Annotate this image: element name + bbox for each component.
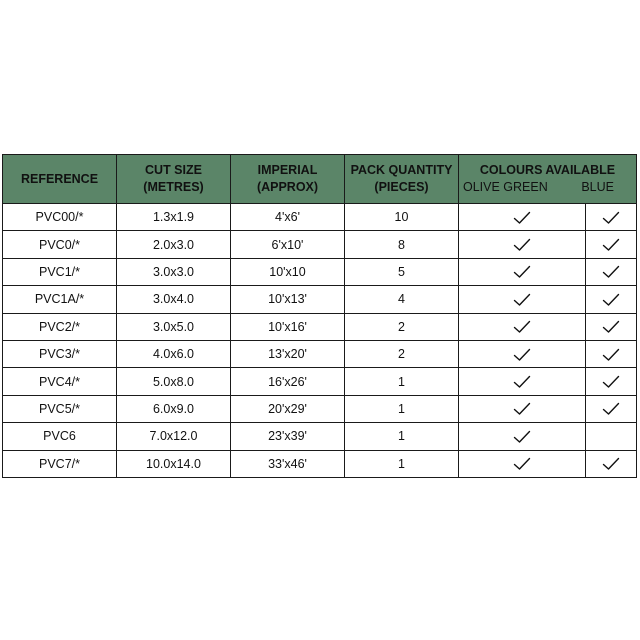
cell-pack-quantity: 4	[345, 286, 459, 313]
cell-imperial: 10'x13'	[231, 286, 345, 313]
cell-reference: PVC4/*	[3, 368, 117, 395]
cell-olive-green	[459, 423, 586, 450]
table-row	[3, 368, 637, 395]
cell-reference: PVC0/*	[3, 231, 117, 258]
cell-cut-size: 7.0x12.0	[117, 423, 231, 450]
cell-cut-size: 4.0x6.0	[117, 340, 231, 367]
cell-olive-green	[459, 204, 586, 231]
checkmark-icon	[602, 375, 620, 389]
table-row	[3, 340, 637, 367]
table-row	[3, 204, 637, 231]
cell-imperial: 10'x10	[231, 258, 345, 285]
cell-imperial: 10'x16'	[231, 313, 345, 340]
cell-blue	[586, 286, 637, 313]
header-colour-olive-green: OLIVE GREEN	[463, 180, 548, 194]
cell-blue	[586, 258, 637, 285]
cell-blue	[586, 231, 637, 258]
checkmark-icon	[513, 265, 531, 279]
cell-pack-quantity: 8	[345, 231, 459, 258]
cell-reference: PVC1A/*	[3, 286, 117, 313]
cell-pack-quantity: 2	[345, 340, 459, 367]
checkmark-icon	[513, 402, 531, 416]
cell-blue	[586, 368, 637, 395]
checkmark-icon	[602, 457, 620, 471]
table-row	[3, 423, 637, 450]
cell-cut-size: 3.0x4.0	[117, 286, 231, 313]
checkmark-icon	[513, 375, 531, 389]
cell-olive-green	[459, 395, 586, 422]
checkmark-icon	[602, 211, 620, 225]
cell-olive-green	[459, 231, 586, 258]
cell-imperial: 13'x20'	[231, 340, 345, 367]
checkmark-icon	[602, 265, 620, 279]
product-size-table	[2, 154, 637, 478]
checkmark-icon	[602, 320, 620, 334]
checkmark-icon	[513, 320, 531, 334]
checkmark-icon	[513, 211, 531, 225]
checkmark-icon	[513, 430, 531, 444]
cell-olive-green	[459, 368, 586, 395]
cell-pack-quantity: 1	[345, 395, 459, 422]
cell-blue	[586, 204, 637, 231]
cell-olive-green	[459, 340, 586, 367]
cell-imperial: 20'x29'	[231, 395, 345, 422]
header-reference: REFERENCE	[3, 155, 117, 204]
cell-cut-size: 10.0x14.0	[117, 450, 231, 477]
cell-pack-quantity: 1	[345, 368, 459, 395]
cell-reference: PVC1/*	[3, 258, 117, 285]
cell-blue	[586, 450, 637, 477]
cell-reference: PVC7/*	[3, 450, 117, 477]
cell-reference: PVC5/*	[3, 395, 117, 422]
table-row	[3, 395, 637, 422]
table-row	[3, 450, 637, 477]
cell-olive-green	[459, 286, 586, 313]
header-colours-available: COLOURS AVAILABLE OLIVE GREEN BLUE	[459, 155, 637, 204]
table-body	[3, 204, 637, 478]
cell-reference: PVC00/*	[3, 204, 117, 231]
checkmark-icon	[513, 348, 531, 362]
cell-pack-quantity: 1	[345, 450, 459, 477]
cell-pack-quantity: 1	[345, 423, 459, 450]
checkmark-icon	[602, 293, 620, 307]
cell-imperial: 4'x6'	[231, 204, 345, 231]
cell-olive-green	[459, 258, 586, 285]
cell-imperial: 16'x26'	[231, 368, 345, 395]
cell-pack-quantity: 10	[345, 204, 459, 231]
cell-cut-size: 1.3x1.9	[117, 204, 231, 231]
cell-reference: PVC6	[3, 423, 117, 450]
cell-imperial: 33'x46'	[231, 450, 345, 477]
table-row	[3, 258, 637, 285]
cell-imperial: 6'x10'	[231, 231, 345, 258]
table-row	[3, 286, 637, 313]
cell-cut-size: 3.0x5.0	[117, 313, 231, 340]
header-imperial: IMPERIAL (APPROX)	[231, 155, 345, 204]
cell-olive-green	[459, 450, 586, 477]
cell-reference: PVC3/*	[3, 340, 117, 367]
cell-blue	[586, 395, 637, 422]
cell-pack-quantity: 2	[345, 313, 459, 340]
checkmark-icon	[602, 238, 620, 252]
cell-olive-green	[459, 313, 586, 340]
cell-cut-size: 3.0x3.0	[117, 258, 231, 285]
cell-cut-size: 2.0x3.0	[117, 231, 231, 258]
checkmark-icon	[602, 402, 620, 416]
cell-blue	[586, 313, 637, 340]
cell-imperial: 23'x39'	[231, 423, 345, 450]
cell-blue	[586, 340, 637, 367]
cell-reference: PVC2/*	[3, 313, 117, 340]
table-header	[3, 155, 637, 204]
table-row	[3, 313, 637, 340]
cell-pack-quantity: 5	[345, 258, 459, 285]
cell-cut-size: 6.0x9.0	[117, 395, 231, 422]
header-colour-blue: BLUE	[581, 180, 614, 194]
cell-blue	[586, 423, 637, 450]
checkmark-icon	[513, 457, 531, 471]
checkmark-icon	[513, 238, 531, 252]
header-cut-size: CUT SIZE (METRES)	[117, 155, 231, 204]
checkmark-icon	[602, 348, 620, 362]
checkmark-icon	[513, 293, 531, 307]
header-pack-quantity: PACK QUANTITY (PIECES)	[345, 155, 459, 204]
table-row	[3, 231, 637, 258]
cell-cut-size: 5.0x8.0	[117, 368, 231, 395]
